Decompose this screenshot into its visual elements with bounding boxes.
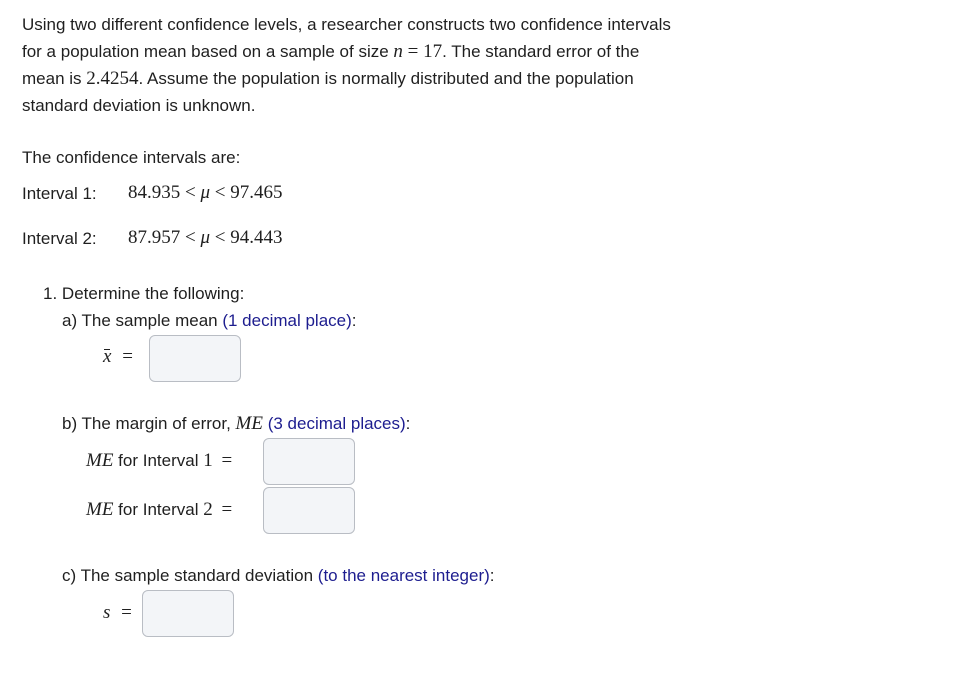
me-row-text: for Interval <box>113 500 204 519</box>
mu-symbol: μ <box>200 182 211 203</box>
sample-mean-input[interactable] <box>149 335 241 382</box>
intro-line-4: standard deviation is unknown. <box>22 96 256 115</box>
sample-sd-label <box>103 602 132 624</box>
equals-sign: = <box>122 346 133 367</box>
less-than-symbol: < <box>214 227 226 248</box>
intro-text: for a population mean based on a sample of size <box>22 42 394 61</box>
question-number: 1. <box>43 284 58 303</box>
standard-error-value: 2.4254 <box>86 68 139 89</box>
less-than-symbol: < <box>185 227 196 248</box>
colon: : <box>405 414 411 433</box>
part-b-text: b) The margin of error, <box>62 414 236 433</box>
less-than-symbol: < <box>185 182 196 203</box>
part-a-text: a) The sample mean <box>62 311 223 330</box>
part-a-prompt <box>62 311 357 331</box>
sample-sd-input[interactable] <box>142 590 234 637</box>
interval-number: 1 <box>203 450 213 471</box>
intro-line-1: Using two different confidence levels, a researcher constructs two confidence intervals <box>22 15 671 34</box>
intro-text: mean is <box>22 69 87 88</box>
less-than-symbol: < <box>214 182 226 203</box>
interval-1-expression <box>128 182 282 204</box>
question-heading-text: Determine the following: <box>61 284 245 303</box>
part-c-hint: (to the nearest integer) <box>317 566 490 585</box>
s-variable: s <box>103 602 111 623</box>
colon: : <box>351 311 357 330</box>
me-interval-2-label <box>86 499 232 521</box>
me-variable: ME <box>86 499 114 520</box>
intro-line-2 <box>22 38 742 65</box>
intro-text: . Assume the population is normally distributed and the population <box>138 69 634 88</box>
interval-2-label: Interval 2: <box>22 229 97 248</box>
interval-2-lower: 87.957 <box>128 227 181 248</box>
me-row-text: for Interval <box>113 451 204 470</box>
interval-number: 2 <box>203 499 213 520</box>
colon: : <box>489 566 495 585</box>
sample-mean-label <box>103 346 133 368</box>
interval-1-label: Interval 1: <box>22 184 97 203</box>
x-bar-symbol: x <box>103 346 112 367</box>
part-c-prompt <box>62 566 495 586</box>
intervals-heading: The confidence intervals are: <box>22 148 241 167</box>
part-c-text: c) The sample standard deviation <box>62 566 318 585</box>
me-interval-1-label <box>86 450 232 472</box>
equals-sign: = <box>221 450 233 471</box>
interval-2-expression <box>128 227 282 249</box>
me-variable: ME <box>235 413 263 434</box>
interval-1-lower: 84.935 <box>128 182 181 203</box>
part-a-hint: (1 decimal place) <box>222 311 352 330</box>
sample-size-variable: n <box>393 41 403 62</box>
part-b-hint: (3 decimal places) <box>267 414 406 433</box>
interval-2-upper: 94.443 <box>230 227 283 248</box>
me-variable: ME <box>86 450 114 471</box>
part-b-prompt <box>62 413 410 435</box>
mu-symbol: μ <box>200 227 211 248</box>
equals-sign: = <box>221 499 233 520</box>
problem-statement <box>22 11 742 119</box>
interval-1-upper: 97.465 <box>230 182 283 203</box>
me-interval-1-input[interactable] <box>263 438 355 485</box>
sample-size-value: = 17 <box>402 41 443 62</box>
question-heading <box>43 284 244 304</box>
equals-sign: = <box>121 602 132 623</box>
me-interval-2-input[interactable] <box>263 487 355 534</box>
intro-text: . The standard error of the <box>442 42 640 61</box>
intro-line-3 <box>22 65 742 92</box>
